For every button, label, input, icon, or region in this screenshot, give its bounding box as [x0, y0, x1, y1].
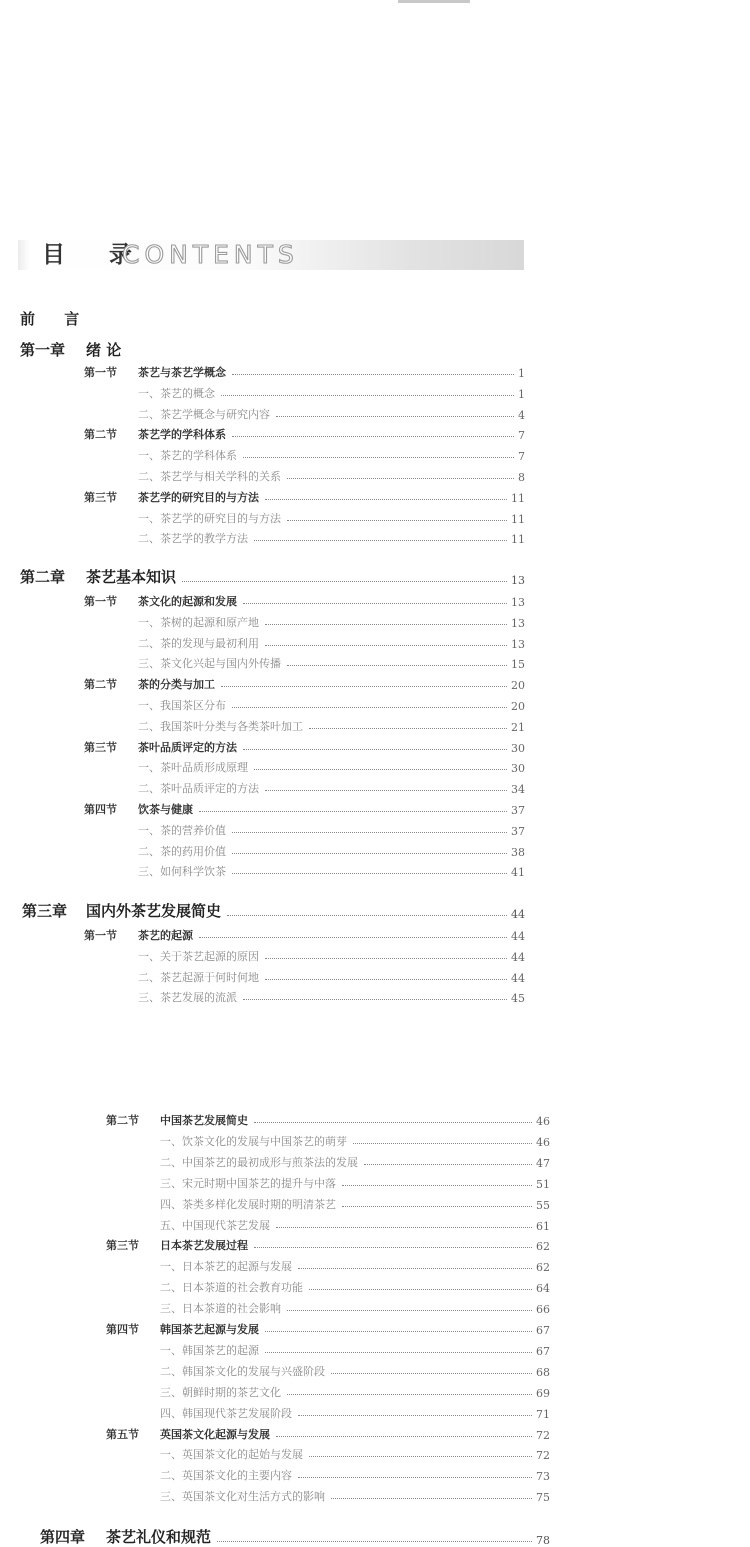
page-number: 45 — [511, 992, 525, 1006]
dot-leader — [221, 395, 514, 396]
chapter-title: 茶艺礼仪和规范 — [106, 1528, 212, 1546]
subsection-title: 三、茶文化兴起与国内外传播 — [138, 657, 281, 671]
subsection-title: 一、英国茶文化的起始与发展 — [160, 1448, 303, 1462]
page-number: 38 — [511, 845, 525, 859]
subsection-entry[interactable] — [138, 653, 525, 671]
page-number: 61 — [536, 1219, 550, 1233]
dot-leader — [182, 581, 507, 582]
page-number: 67 — [536, 1344, 550, 1358]
chapter-number: 第二章 — [20, 568, 66, 586]
dot-leader — [243, 999, 507, 1000]
section-number: 第二节 — [106, 1114, 139, 1127]
subsection-title: 一、茶叶品质形成原理 — [138, 761, 248, 775]
section-title: 英国茶文化起源与发展 — [160, 1427, 270, 1441]
subsection-entry[interactable] — [160, 1444, 550, 1462]
page-number: 11 — [511, 533, 525, 547]
subsection-entry[interactable] — [138, 820, 525, 838]
subsection-title: 四、茶类多样化发展时期的明清茶艺 — [160, 1197, 336, 1211]
section-title: 茶艺学的研究目的与方法 — [138, 490, 259, 504]
dot-leader — [243, 603, 507, 604]
dot-leader — [265, 1352, 532, 1353]
page-number: 21 — [511, 720, 525, 734]
page-number: 78 — [536, 1534, 550, 1547]
subsection-title: 二、茶艺学概念与研究内容 — [138, 407, 270, 421]
subsection-title: 一、茶树的起源和原产地 — [138, 615, 259, 629]
dot-leader — [331, 1498, 532, 1499]
subsection-entry[interactable] — [160, 1215, 550, 1233]
subsection-title: 三、英国茶文化对生活方式的影响 — [160, 1490, 325, 1504]
subsection-entry[interactable] — [138, 695, 525, 713]
section-number: 第三节 — [106, 1239, 139, 1253]
dot-leader — [254, 540, 507, 541]
dot-leader — [265, 1331, 532, 1332]
section-number: 第二节 — [84, 678, 117, 692]
subsection-entry[interactable] — [138, 528, 525, 546]
subsection-entry[interactable] — [138, 778, 525, 796]
dot-leader — [243, 457, 514, 458]
chapter-entry[interactable] — [40, 1527, 550, 1547]
subsection-entry[interactable] — [138, 612, 525, 630]
dot-leader — [232, 832, 507, 833]
page-number: 30 — [511, 741, 525, 755]
dot-leader — [342, 1206, 532, 1207]
subsection-entry[interactable] — [160, 1131, 550, 1149]
page-number: 69 — [536, 1386, 550, 1400]
subsection-title: 一、茶艺的学科体系 — [138, 449, 237, 463]
subsection-title: 一、茶艺的概念 — [138, 386, 215, 400]
dot-leader — [309, 728, 507, 729]
dot-leader — [364, 1164, 532, 1165]
page-number: 41 — [511, 866, 525, 880]
dot-leader — [232, 707, 507, 708]
subsection-title: 二、茶叶品质评定的方法 — [138, 782, 259, 796]
section-title: 中国茶艺发展简史 — [160, 1114, 248, 1127]
page-number: 46 — [536, 1115, 550, 1128]
chapter-entry[interactable] — [22, 901, 525, 921]
section-entry[interactable] — [84, 424, 525, 442]
subsection-title: 一、韩国茶艺的起源 — [160, 1343, 259, 1357]
section-number: 第三节 — [84, 740, 117, 754]
page-number: 11 — [511, 512, 525, 526]
section-number: 第五节 — [106, 1427, 139, 1441]
subsection-title: 二、韩国茶文化的发展与兴盛阶段 — [160, 1364, 325, 1378]
subsection-title: 二、茶艺起源于何时何地 — [138, 970, 259, 984]
chapter-title: 绪 论 — [86, 341, 122, 359]
subsection-title: 二、茶的发现与最初利用 — [138, 636, 259, 650]
dot-leader — [265, 624, 507, 625]
dot-leader — [353, 1143, 532, 1144]
subsection-entry[interactable] — [138, 841, 525, 859]
page-number: 13 — [511, 616, 525, 630]
section-title: 茶艺学的学科体系 — [138, 428, 226, 442]
page-number: 47 — [536, 1156, 550, 1170]
chapter-title: 茶艺基本知识 — [86, 568, 177, 586]
section-entry[interactable] — [106, 1319, 550, 1337]
section-number: 第一节 — [84, 366, 117, 379]
page-number: 67 — [536, 1324, 550, 1337]
dot-leader — [232, 374, 514, 375]
dot-leader — [199, 937, 507, 938]
dot-leader — [287, 1310, 532, 1311]
page-number: 15 — [511, 658, 525, 672]
section-title: 饮茶与健康 — [138, 803, 193, 816]
section-title: 日本茶艺发展过程 — [160, 1239, 248, 1253]
subsection-entry[interactable] — [160, 1465, 550, 1483]
section-number: 第三节 — [84, 490, 117, 504]
page-number: 1 — [518, 367, 525, 380]
section-entry[interactable] — [84, 925, 525, 943]
chapter-entry[interactable] — [20, 340, 525, 360]
subsection-entry[interactable] — [160, 1173, 550, 1191]
subsection-title: 二、茶艺学的教学方法 — [138, 532, 248, 546]
subsection-entry[interactable] — [160, 1340, 550, 1358]
chapter-title: 国内外茶艺发展简史 — [86, 902, 222, 920]
dot-leader — [287, 520, 507, 521]
chapter-number: 第四章 — [40, 1528, 86, 1546]
dot-leader — [287, 665, 507, 666]
dot-leader — [227, 915, 507, 916]
top-edge-mark — [398, 0, 470, 3]
subsection-title: 二、茶的药用价值 — [138, 844, 226, 858]
section-entry[interactable] — [84, 362, 525, 380]
dot-leader — [254, 1122, 532, 1123]
dot-leader — [265, 499, 507, 500]
dot-leader — [265, 790, 507, 791]
section-entry[interactable] — [84, 674, 525, 692]
page-number: 62 — [536, 1240, 550, 1254]
dot-leader — [276, 1436, 532, 1437]
section-title: 韩国茶艺起源与发展 — [160, 1323, 259, 1336]
page-number: 34 — [511, 783, 525, 797]
subsection-entry[interactable] — [138, 987, 525, 1005]
subsection-title: 一、我国茶区分布 — [138, 699, 226, 712]
page-number: 44 — [511, 950, 525, 964]
page-number: 51 — [536, 1177, 550, 1191]
page-number: 20 — [511, 700, 525, 713]
page-number: 68 — [536, 1365, 550, 1379]
page-number: 20 — [511, 679, 525, 693]
subsection-title: 三、日本茶道的社会影响 — [160, 1302, 281, 1316]
page-number: 11 — [511, 491, 525, 505]
subsection-entry[interactable] — [138, 757, 525, 775]
dot-leader — [217, 1541, 532, 1542]
section-title: 茶艺与茶艺学概念 — [138, 366, 226, 379]
dot-leader — [199, 811, 507, 812]
subsection-entry[interactable] — [160, 1277, 550, 1295]
page-number: 73 — [536, 1470, 550, 1484]
page-number: 13 — [511, 637, 525, 651]
page-number: 13 — [511, 596, 525, 609]
page-number: 1 — [518, 387, 525, 401]
page-number: 62 — [536, 1261, 550, 1275]
dot-leader — [276, 416, 514, 417]
subsection-entry[interactable] — [160, 1256, 550, 1274]
page-number: 13 — [511, 574, 525, 587]
page-number: 30 — [511, 762, 525, 776]
chapter-entry[interactable] — [20, 567, 525, 587]
page-number: 7 — [518, 429, 525, 443]
dot-leader — [221, 686, 507, 687]
subsection-entry[interactable] — [138, 383, 525, 401]
section-title: 茶的分类与加工 — [138, 678, 215, 692]
subsection-title: 二、我国茶叶分类与各类茶叶加工 — [138, 719, 303, 733]
dot-leader — [265, 979, 507, 980]
section-number: 第二节 — [84, 428, 117, 442]
chapter-number: 第一章 — [20, 341, 66, 359]
section-title: 茶艺的起源 — [138, 929, 193, 942]
subsection-entry[interactable] — [160, 1486, 550, 1504]
subsection-title: 一、茶艺学的研究目的与方法 — [138, 511, 281, 525]
section-entry[interactable] — [84, 591, 525, 609]
dot-leader — [232, 873, 507, 874]
section-entry[interactable] — [84, 487, 525, 505]
subsection-title: 二、中国茶艺的最初成形与煎茶法的发展 — [160, 1155, 358, 1169]
subsection-entry[interactable] — [138, 716, 525, 734]
subsection-entry[interactable] — [160, 1298, 550, 1316]
subsection-title: 五、中国现代茶艺发展 — [160, 1218, 270, 1232]
banner-edge — [18, 240, 30, 270]
subsection-entry[interactable] — [138, 967, 525, 985]
dot-leader — [309, 1456, 532, 1457]
toc-heading: 目 录 — [42, 242, 151, 268]
subsection-entry[interactable] — [160, 1403, 550, 1421]
page-number: 37 — [511, 804, 525, 817]
section-number: 第四节 — [84, 803, 117, 816]
page-number: 4 — [518, 408, 525, 422]
page-number: 75 — [536, 1491, 550, 1505]
page-number: 55 — [536, 1198, 550, 1212]
dot-leader — [254, 769, 507, 770]
section-entry[interactable] — [106, 1110, 550, 1128]
subsection-entry[interactable] — [138, 508, 525, 526]
dot-leader — [254, 1247, 532, 1248]
subsection-entry[interactable] — [138, 466, 525, 484]
subsection-title: 三、宋元时期中国茶艺的提升与中落 — [160, 1176, 336, 1190]
section-entry[interactable] — [106, 1424, 550, 1442]
page-number: 64 — [536, 1282, 550, 1296]
section-number: 第四节 — [106, 1323, 139, 1336]
dot-leader — [287, 1394, 532, 1395]
page-number: 44 — [511, 971, 525, 985]
page-number: 37 — [511, 824, 525, 838]
dot-leader — [276, 1227, 532, 1228]
dot-leader — [298, 1268, 532, 1269]
page-number: 66 — [536, 1303, 550, 1317]
subsection-title: 一、日本茶艺的起源与发展 — [160, 1260, 292, 1274]
subsection-title: 二、茶艺学与相关学科的关系 — [138, 470, 281, 483]
subsection-entry[interactable] — [160, 1361, 550, 1379]
section-number: 第一节 — [84, 595, 117, 608]
dot-leader — [265, 958, 507, 959]
subsection-entry[interactable] — [160, 1194, 550, 1212]
subsection-entry[interactable] — [138, 861, 525, 879]
section-number: 第一节 — [84, 929, 117, 942]
page-number: 44 — [511, 930, 525, 943]
page-number: 72 — [536, 1428, 550, 1442]
dot-leader — [309, 1289, 532, 1290]
section-title: 茶叶品质评定的方法 — [138, 740, 237, 754]
subsection-entry[interactable] — [138, 445, 525, 463]
page-number: 8 — [518, 471, 525, 484]
chapter-number: 第三章 — [22, 902, 68, 920]
subsection-title: 一、饮茶文化的发展与中国茶艺的萌芽 — [160, 1134, 347, 1148]
contents-heading: CONTENTS — [122, 240, 299, 269]
page-number: 72 — [536, 1449, 550, 1463]
section-entry[interactable] — [106, 1235, 550, 1253]
subsection-entry[interactable] — [160, 1152, 550, 1170]
subsection-entry[interactable] — [138, 404, 525, 422]
subsection-title: 一、茶的营养价值 — [138, 823, 226, 837]
dot-leader — [232, 853, 507, 854]
subsection-entry[interactable] — [138, 633, 525, 651]
dot-leader — [265, 645, 507, 646]
dot-leader — [331, 1373, 532, 1374]
dot-leader — [243, 749, 507, 750]
dot-leader — [232, 436, 514, 437]
subsection-title: 三、朝鲜时期的茶艺文化 — [160, 1385, 281, 1399]
subsection-entry[interactable] — [138, 946, 525, 964]
subsection-title: 一、关于茶艺起源的原因 — [138, 949, 259, 963]
section-entry[interactable] — [84, 799, 525, 817]
page-number: 46 — [536, 1135, 550, 1149]
page-number: 71 — [536, 1407, 550, 1421]
subsection-title: 三、茶艺发展的流派 — [138, 991, 237, 1005]
section-entry[interactable] — [84, 737, 525, 755]
preface-link[interactable]: 前 言 — [20, 310, 92, 328]
dot-leader — [342, 1185, 532, 1186]
subsection-title: 三、如何科学饮茶 — [138, 865, 226, 879]
subsection-title: 二、英国茶文化的主要内容 — [160, 1469, 292, 1483]
dot-leader — [287, 478, 514, 479]
page-number: 7 — [518, 450, 525, 464]
subsection-title: 二、日本茶道的社会教育功能 — [160, 1281, 303, 1295]
subsection-title: 四、韩国现代茶艺发展阶段 — [160, 1406, 292, 1420]
dot-leader — [298, 1415, 532, 1416]
section-title: 茶文化的起源和发展 — [138, 595, 237, 608]
subsection-entry[interactable] — [160, 1382, 550, 1400]
page-number: 44 — [511, 908, 525, 921]
dot-leader — [298, 1477, 532, 1478]
